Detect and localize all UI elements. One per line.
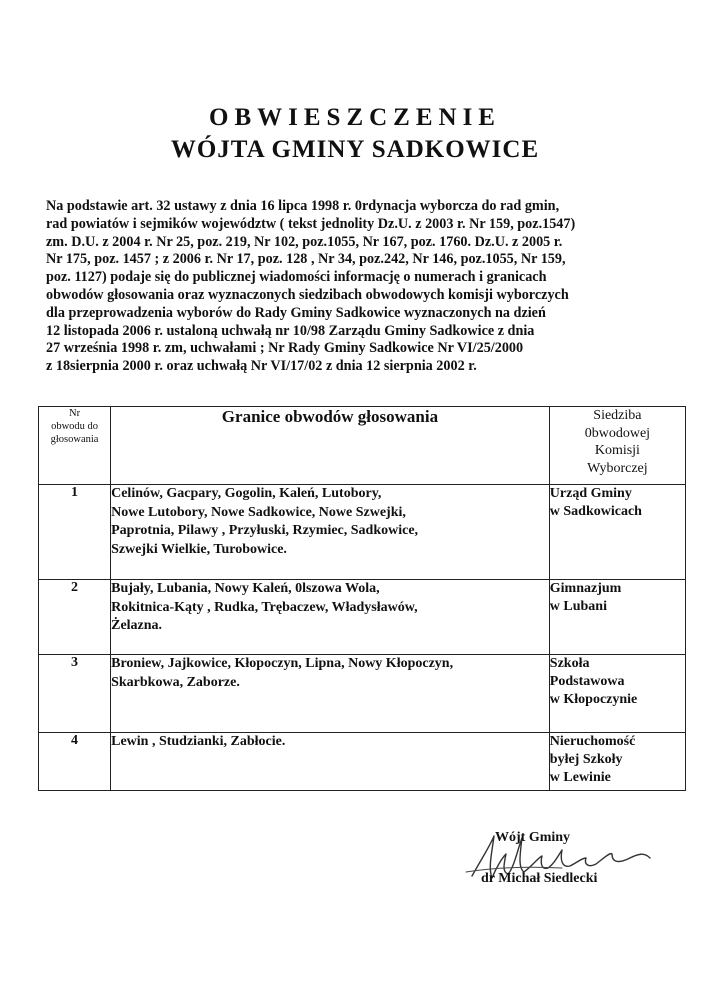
table-row	[39, 733, 686, 791]
intro-line: poz. 1127) podaje się do publicznej wiadomości informację o numerach i granicach	[46, 269, 547, 286]
table-header-row	[39, 407, 686, 485]
document-subtitle: WÓJTA GMINY SADKOWICE	[170, 136, 540, 163]
intro-line: 27 września 1998 r. zm, uchwałami ; Nr Rady Gminy Sadkowice Nr VI/25/2000	[46, 340, 524, 357]
intro-line: Na podstawie art. 32 ustawy z dnia 16 lipca 1998 r. 0rdynacja wyborcza do rad gmin,	[46, 198, 560, 214]
commission-seat: Nieruchomość byłej Szkoły w Lewinie	[549, 733, 685, 791]
intro-paragraph	[46, 198, 686, 376]
intro-line: obwodów głosowania oraz wyznaczonych siedzibach obwodowych komisji wyborczych	[46, 286, 569, 303]
district-number: 1	[39, 485, 111, 580]
intro-line: dla przeprowadzenia wyborów do Rady Gminy Sadkowice wyznaczonych na dzień	[46, 304, 546, 321]
table-row	[39, 580, 686, 655]
commission-seat: Urząd Gminy w Sadkowicach	[549, 485, 685, 580]
table-row	[39, 485, 686, 580]
intro-line: rad powiatów i sejmików województw ( tekst jednolity Dz.U. z 2003 r. Nr 159, poz.1547)	[46, 215, 576, 232]
district-number: 4	[39, 733, 111, 791]
signature-name: dr Michał Siedlecki	[481, 871, 598, 886]
table-row	[39, 655, 686, 733]
district-number: 2	[39, 580, 111, 655]
signature-title: Wójt Gminy	[495, 830, 571, 845]
header-commission-seat: Siedziba 0bwodowej Komisji Wyborczej	[549, 407, 685, 485]
intro-line: Nr 175, poz. 1457 ; z 2006 r. Nr 17, poz. 128 , Nr 34, poz.242, Nr 146, poz.1055, Nr 159,	[46, 251, 566, 268]
districts-table	[38, 406, 686, 791]
intro-line: zm. D.U. z 2004 r. Nr 25, poz. 219, Nr 102, poz.1055, Nr 167, poz. 1760. Dz.U. z 2005 r.	[46, 233, 563, 250]
header-district-number: Nr obwodu do głosowania	[39, 407, 111, 485]
intro-line: 12 listopada 2006 r. ustaloną uchwałą nr 10/98 Zarządu Gminy Sadkowice z dnia	[46, 322, 535, 339]
district-boundaries: Celinów, Gacpary, Gogolin, Kaleń, Lutobory, Nowe Lutobory, Nowe Sadkowice, Nowe Szwejki, Paprotnia, Pilawy , Przyłuski, Rzymiec, Sadkowice, Szwejki Wielkie, Turobowice.	[111, 485, 550, 580]
district-boundaries: Broniew, Jajkowice, Kłopoczyn, Lipna, Nowy Kłopoczyn, Skarbkowa, Zaborze.	[111, 655, 550, 733]
district-number: 3	[39, 655, 111, 733]
intro-line: z 18sierpnia 2000 r. oraz uchwałą Nr VI/17/02 z dnia 12 sierpnia 2002 r.	[46, 358, 477, 375]
commission-seat: Gimnazjum w Lubani	[549, 580, 685, 655]
header-district-boundaries: Granice obwodów głosowania	[111, 407, 550, 485]
district-boundaries: Lewin , Studzianki, Zabłocie.	[111, 733, 550, 791]
document-title: OBWIESZCZENIE	[209, 104, 501, 131]
district-boundaries: Bujały, Lubania, Nowy Kaleń, 0lszowa Wola, Rokitnica-Kąty , Rudka, Trębaczew, Władysławów, Żelazna.	[111, 580, 550, 655]
commission-seat: Szkoła Podstawowa w Kłopoczynie	[549, 655, 685, 733]
